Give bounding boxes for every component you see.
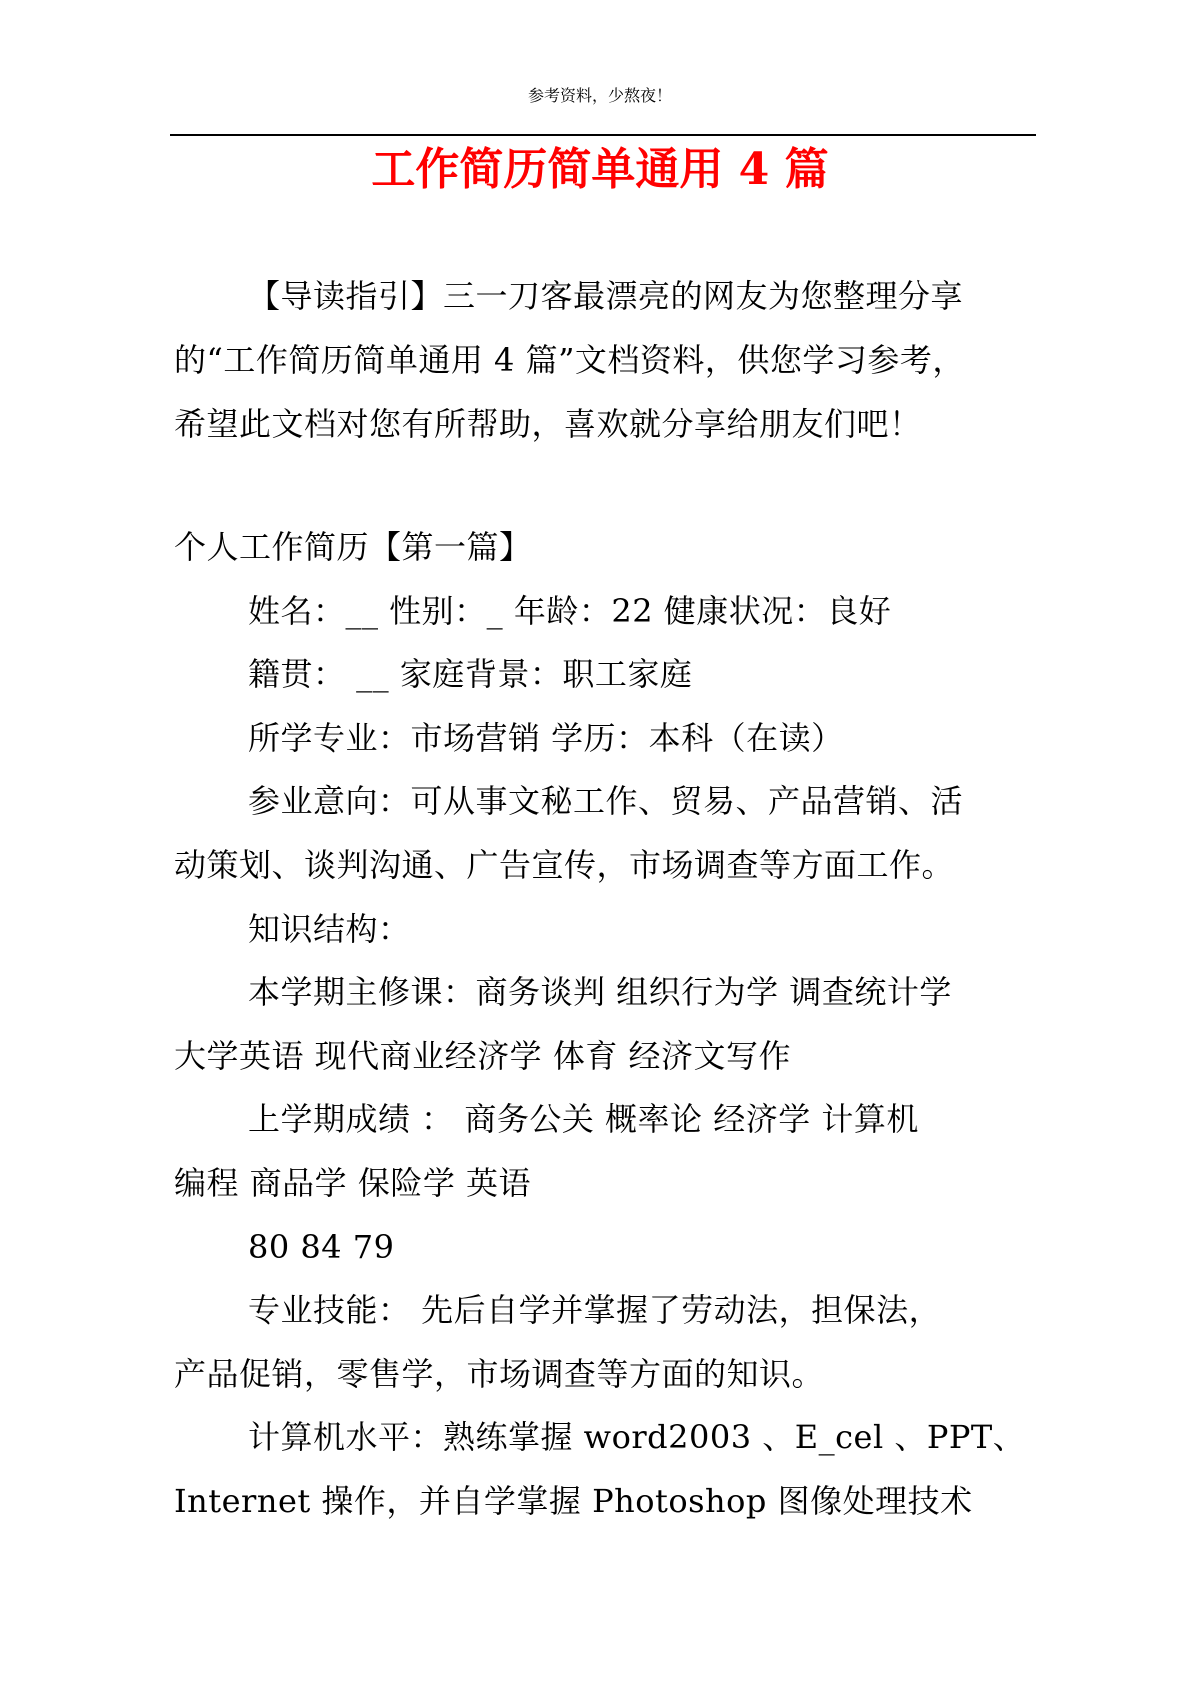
document-title: 工作简历简单通用 4 篇	[371, 144, 829, 195]
origin-line: 籍贯： __ 家庭背景：职工家庭	[248, 655, 693, 694]
computer-line-2: Internet 操作，并自学掌握 Photoshop 图像处理技术	[174, 1481, 973, 1520]
intro-line-2: 的“工作简历简单通用 4 篇”文档资料，供您学习参考，	[174, 341, 965, 379]
grades-line-1: 上学期成绩 ： 商务公关 概率论 经济学 计算机	[248, 1100, 919, 1139]
section-heading: 个人工作简历【第一篇】	[174, 528, 532, 566]
courses-line-1: 本学期主修课：商务谈判 组织行为学 调查统计学	[248, 973, 952, 1012]
scores-line: 80 84 79	[248, 1227, 395, 1266]
header-note: 参考资料，少熬夜！	[527, 86, 672, 105]
grades-line-2: 编程 商品学 保险学 英语	[174, 1163, 532, 1202]
basic-info-line: 姓名：__ 性别：_ 年龄：22 健康状况：良好	[248, 591, 892, 630]
major-line: 所学专业：市场营销 学历：本科（在读）	[248, 718, 844, 757]
skills-line-1: 专业技能： 先后自学并掌握了劳动法，担保法，	[248, 1291, 942, 1330]
intro-paragraph	[174, 264, 1040, 456]
intent-line-2: 动策划、谈判沟通、广告宣传，市场调查等方面工作。	[174, 845, 955, 884]
knowledge-label: 知识结构：	[248, 909, 411, 948]
computer-line-1: 计算机水平：熟练掌握 word2003 、E_cel 、PPT、	[248, 1418, 1026, 1457]
resume-section-1	[174, 516, 1040, 1534]
intent-line-1: 参业意向：可从事文秘工作、贸易、产品营销、活	[248, 782, 964, 821]
intro-line-1: 【导读指引】三一刀客最漂亮的网友为您整理分享	[248, 277, 964, 315]
header-divider	[170, 134, 1036, 136]
intro-line-3: 希望此文档对您有所帮助，喜欢就分享给朋友们吧！	[174, 405, 922, 443]
skills-line-2: 产品促销，零售学，市场调查等方面的知识。	[174, 1354, 825, 1393]
courses-line-2: 大学英语 现代商业经济学 体育 经济文写作	[174, 1036, 792, 1075]
